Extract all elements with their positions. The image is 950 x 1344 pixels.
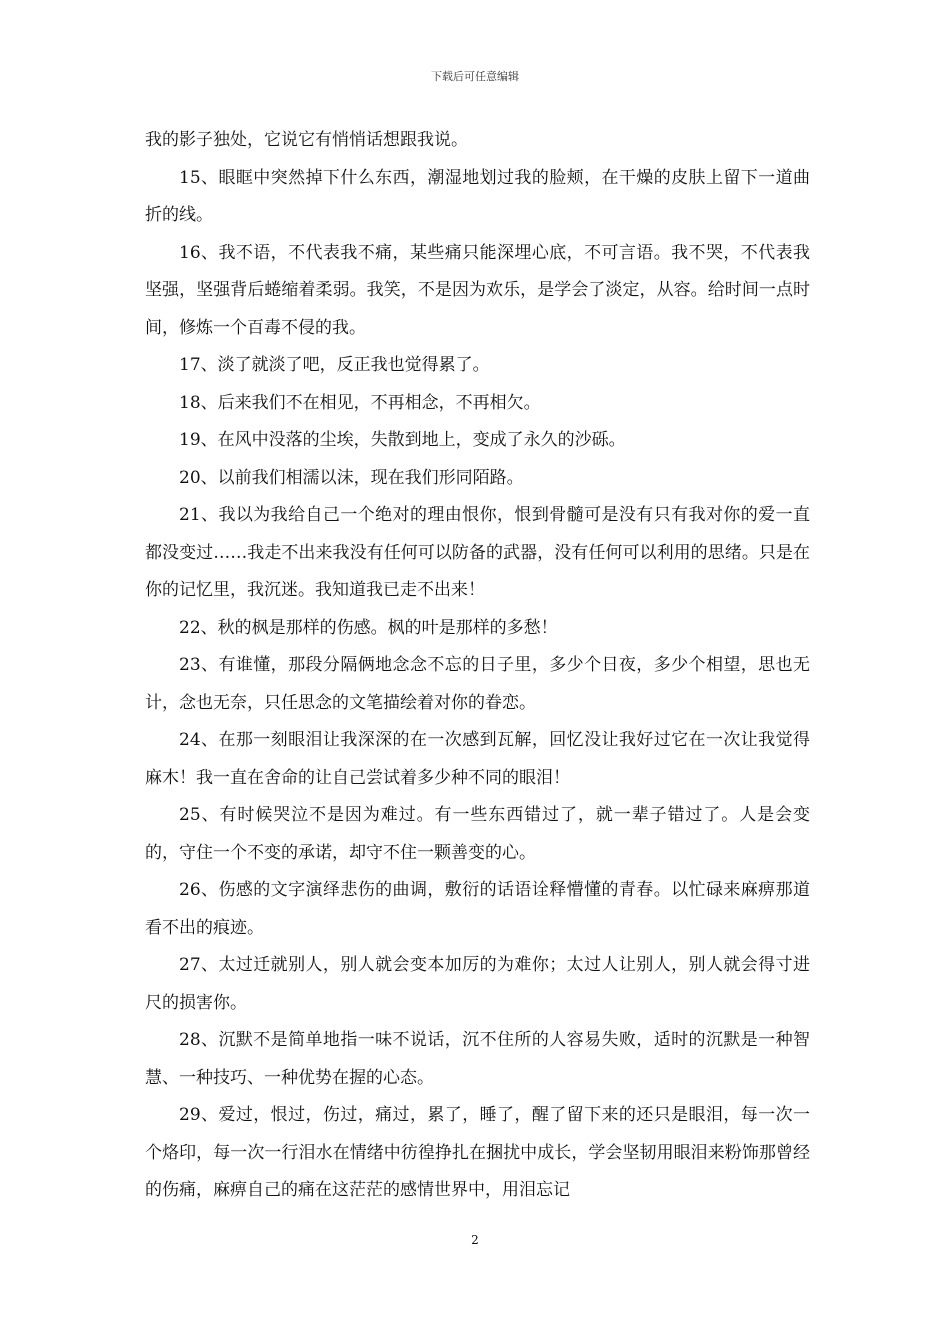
paragraph-18: 18、后来我们不在相见，不再相念，不再相欠。: [179, 392, 541, 413]
page-number: 2: [471, 1233, 479, 1247]
paragraph-17: 17、淡了就淡了吧，反正我也觉得累了。: [179, 355, 490, 375]
paragraph-23: 23、有谁懂，那段分隔俩地念念不忘的日子里，多少个日夜，多少个相望，思也无计，念也无奈，只任思念的文笔描绘着对你的眷恋。: [145, 655, 810, 713]
paragraph-20: 20、以前我们相濡以沫，现在我们形同陌路。: [179, 467, 524, 488]
paragraph-15: 15、眼眶中突然掉下什么东西，潮湿地划过我的脸颊，在干燥的皮肤上留下一道曲折的线。: [145, 167, 810, 225]
paragraph-28: 28、沉默不是简单地指一味不说话，沉不住所的人容易失败，适时的沉默是一种智慧、一种技巧、一种优势在握的心态。: [145, 1030, 810, 1088]
document-body: [145, 122, 810, 1210]
paragraph-21: 21、我以为我给自己一个绝对的理由恨你，恨到骨髓可是没有只有我对你的爱一直都没变过……我走不出来我没有任何可以防备的武器，没有任何可以利用的思绪。只是在你的记忆里，我沉迷。我知道我已走不出来！: [145, 505, 810, 600]
page-header: 下载后可任意编辑: [431, 70, 519, 83]
paragraph-26: 26、伤感的文字演绎悲伤的曲调，敷衍的话语诠释懵懂的青春。以忙碌来麻痹那道看不出的痕迹。: [145, 880, 810, 938]
paragraph-24: 24、在那一刻眼泪让我深深的在一次感到瓦解，回忆没让我好过它在一次让我觉得麻木！我一直在舍命的让自己尝试着多少种不同的眼泪！: [145, 730, 810, 788]
paragraph-19: 19、在风中没落的尘埃，失散到地上，变成了永久的沙砾。: [179, 430, 626, 450]
paragraph-22: 22、秋的枫是那样的伤感。枫的叶是那样的多愁！: [179, 617, 558, 638]
paragraph-27: 27、太过迁就别人，别人就会变本加厉的为难你；太过人让别人，别人就会得寸进尺的损害你。: [145, 955, 810, 1013]
paragraph-16: 16、我不语，不代表我不痛，某些痛只能深埋心底，不可言语。我不哭，不代表我坚强，坚强背后蜷缩着柔弱。我笑，不是因为欢乐，是学会了淡定，从容。给时间一点时间，修炼一个百毒不侵的我。: [145, 242, 810, 338]
paragraph-continuation: 我的影子独处，它说它有悄悄话想跟我说。: [145, 130, 468, 150]
paragraph-29: 29、爱过，恨过，伤过，痛过，累了，睡了，醒了留下来的还只是眼泪，每一次一个烙印，每一次一行泪水在情绪中彷徨挣扎在捆扰中成长，学会坚韧用眼泪来粉饰那曾经的伤痛，麻痹自己的痛在这茫茫的感情世界中，用泪忘记: [145, 1105, 810, 1200]
paragraph-25: 25、有时候哭泣不是因为难过。有一些东西错过了，就一辈子错过了。人是会变的，守住一个不变的承诺，却守不住一颗善变的心。: [145, 805, 810, 863]
